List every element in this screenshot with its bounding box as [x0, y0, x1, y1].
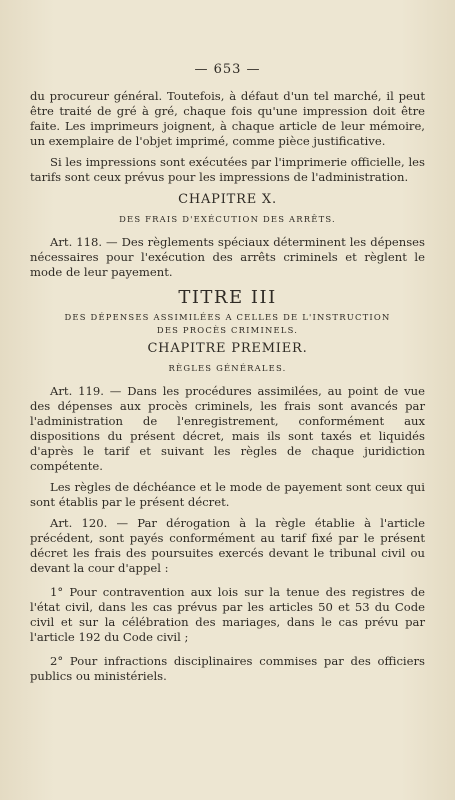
article-119: Art. 119. — Dans les procédures assimilées, au point de vue des dépenses aux procès criminels, les frais sont avancés par l'administration de l'enregistrement, conformément aux dispositions du présent décret, mais ils sont taxés et liquidés d'après le tarif et suivant les règles de chaque juridiction compétente. [30, 384, 425, 473]
chapter-x-title: CHAPITRE X. [178, 192, 277, 207]
chapter-x-subtitle: DES FRAIS D'EXÉCUTION DES ARRÊTS. [119, 214, 336, 224]
paragraph-official-printing: Si les impressions sont exécutées par l'imprimerie officielle, les tarifs sont ceux prévus pour les impressions de l'administration. [30, 155, 425, 184]
list-item-2: 2° Pour infractions disciplinaires commises par des officiers publics ou ministériels. [30, 654, 425, 683]
chapitre-premier-subtitle: RÈGLES GÉNÉRALES. [168, 363, 287, 373]
list-item-1: 1° Pour contravention aux lois sur la tenue des registres de l'état civil, dans les cas prévus par les articles 50 et 53 du Code civil et sur la célébration des mariages, dans le cas prévu par l'article 192 du Code civil ; [30, 585, 425, 644]
titre-iii-subtitle [30, 311, 425, 337]
article-119-rules: Les règles de déchéance et le mode de payement sont ceux qui sont établis par le présent décret. [30, 480, 425, 509]
titre-iii-title: TITRE III [178, 287, 277, 308]
article-120: Art. 120. — Par dérogation à la règle établie à l'article précédent, sont payés conformément au tarif fixé par le présent décret les frais des poursuites exercés devant le tribunal civil ou devant la cour d'appel : [30, 516, 425, 575]
titre-iii-subtitle-line2: DES PROCÈS CRIMINELS. [156, 325, 299, 335]
titre-iii-subtitle-line1: DES DÉPENSES ASSIMILÉES A CELLES DE L'INSTRUCTION [64, 312, 391, 322]
article-118: Art. 118. — Des règlements spéciaux déterminent les dépenses nécessaires pour l'exécution des arrêts criminels et règlent le mode de leur payement. [30, 235, 425, 279]
page-number: — 653 — [194, 62, 261, 77]
chapitre-premier-title: CHAPITRE PREMIER. [147, 341, 308, 356]
paragraph-continuation: du procureur général. Toutefois, à défaut d'un tel marché, il peut être traité de gré à gré, chaque fois qu'une impression doit être faite. Les imprimeurs joignent, à chaque article de leur mémoire, un exemplaire de l'objet imprimé, comme pièce justificative. [30, 89, 425, 148]
